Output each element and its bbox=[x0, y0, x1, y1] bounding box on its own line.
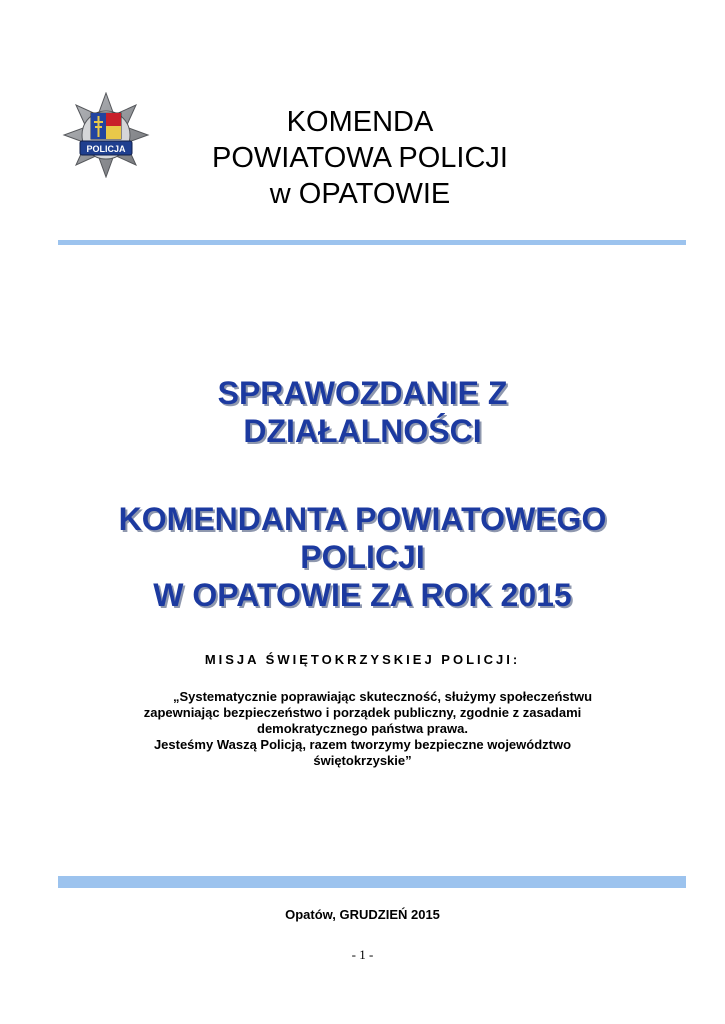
institution-title bbox=[200, 104, 520, 212]
institution-title-line-2: POWIATOWA POLICJI bbox=[212, 142, 508, 174]
report-title-line-3: KOMENDANTA POWIATOWEGO bbox=[118, 501, 607, 537]
report-title-line-2: DZIAŁALNOŚCI bbox=[243, 413, 482, 449]
report-title-line-5: W OPATOWIE ZA ROK 2015 bbox=[153, 577, 572, 613]
police-logo bbox=[58, 92, 154, 178]
report-title-part-1 bbox=[40, 374, 685, 450]
mission-line-1: „Systematycznie poprawiając skuteczność, służymy społeczeństwu bbox=[172, 689, 593, 704]
police-star-badge-icon bbox=[58, 92, 154, 178]
mission-line-4: Jesteśmy Waszą Policją, razem tworzymy bezpieczne województwo bbox=[153, 737, 572, 752]
footer-divider bbox=[58, 876, 686, 888]
page-number: - 1 - bbox=[351, 947, 374, 962]
institution-title-line-3: w OPATOWIE bbox=[269, 178, 451, 210]
mission-line-3: demokratycznego państwa prawa. bbox=[257, 721, 468, 736]
mission-line-2: zapewniając bezpieczeństwo i porządek publiczny, zgodnie z zasadami bbox=[143, 705, 582, 720]
institution-title-line-1: KOMENDA bbox=[286, 106, 434, 138]
report-title-line-4: POLICJI bbox=[300, 539, 425, 575]
mission-line-5: świętokrzyskie” bbox=[313, 753, 412, 768]
mission-statement bbox=[100, 689, 625, 769]
report-title-part-2 bbox=[40, 500, 685, 614]
report-title-line-1: SPRAWOZDANIE Z bbox=[217, 375, 508, 411]
place-and-date: Opatów, GRUDZIEŃ 2015 bbox=[285, 907, 440, 922]
mission-heading: MISJA ŚWIĘTOKRZYSKIEJ POLICJI: bbox=[204, 652, 521, 667]
badge-label: POLICJA bbox=[86, 144, 126, 154]
header-divider bbox=[58, 240, 686, 245]
